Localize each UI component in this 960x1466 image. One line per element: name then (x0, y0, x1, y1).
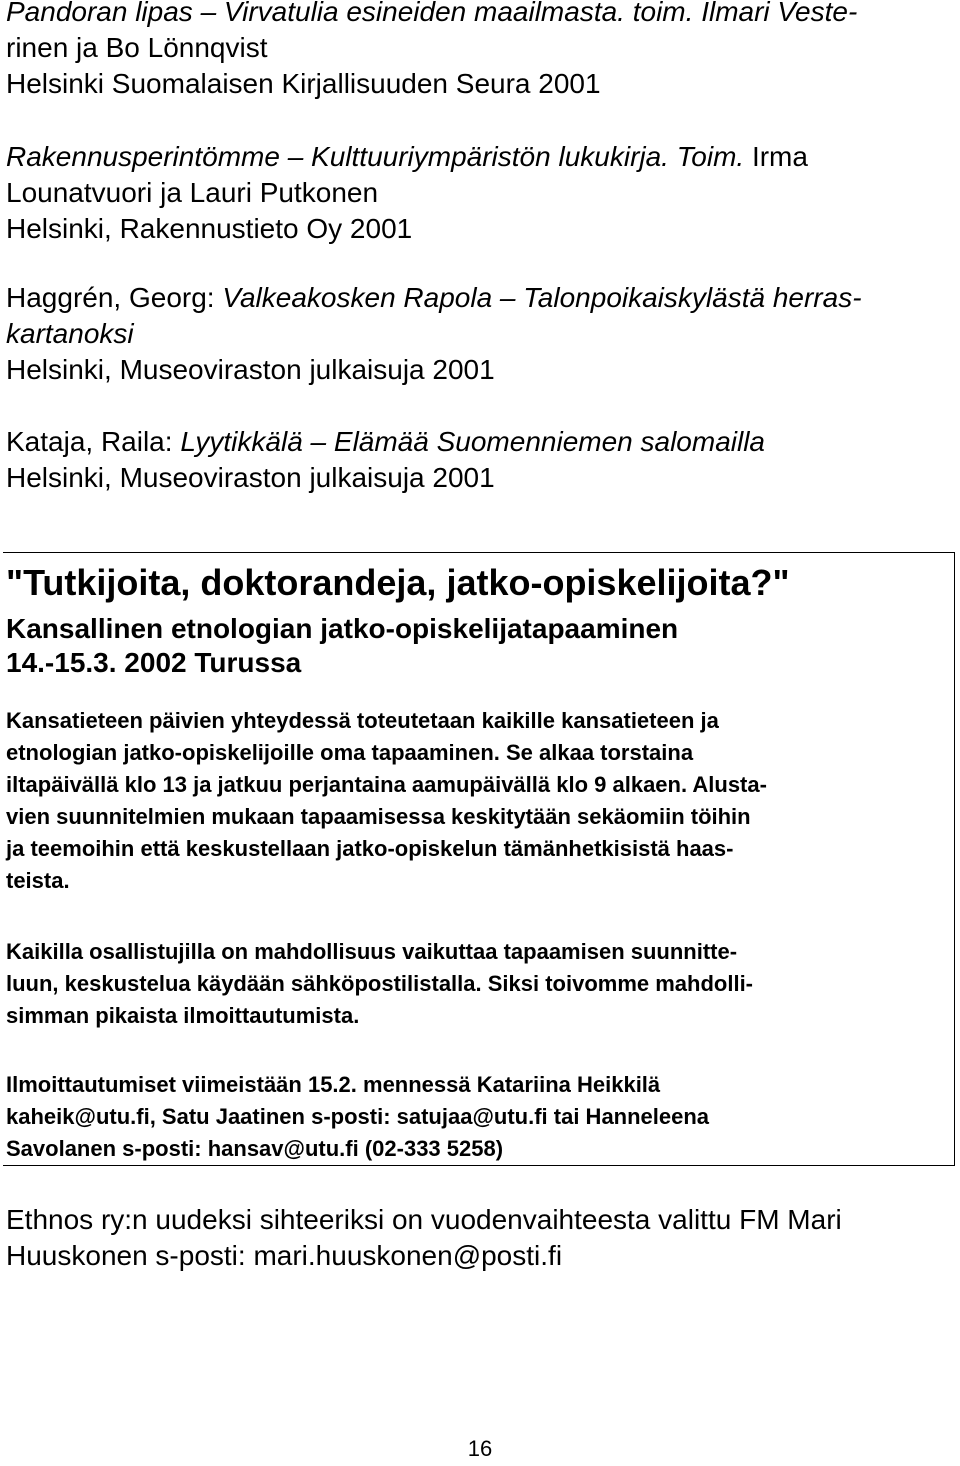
entry-line (6, 175, 956, 211)
entry-line (6, 280, 956, 316)
paragraph-line: etnologian jatko-opiskelijoille oma tapaaminen. Se alkaa torstaina (6, 740, 694, 765)
publisher: Helsinki Suomalaisen Kirjallisuuden Seura 2001 (6, 68, 601, 99)
bibliography-entry (6, 424, 956, 496)
subheading-line: 14.-15.3. 2002 Turussa (6, 647, 302, 678)
paragraph-line: Kaikilla osallistujilla on mahdollisuus vaikuttaa tapaamisen suunnitte- (6, 939, 738, 964)
secretary-note (6, 1202, 842, 1274)
bibliography-entry (6, 0, 956, 102)
entry-line (6, 316, 956, 352)
registration-paragraph (6, 1069, 709, 1165)
editors: Irma (744, 141, 808, 172)
paragraph-line: iltapäivällä klo 13 ja jatkuu perjantaina aamupäivällä klo 9 alkaen. Alusta- (6, 772, 767, 797)
paragraph-line: Ilmoittautumiset viimeistään 15.2. mennessä Katariina Heikkilä (6, 1072, 661, 1097)
publisher: Helsinki, Museoviraston julkaisuja 2001 (6, 462, 495, 493)
book-title: Rakennusperintömme – Kulttuuriympäristön lukukirja. Toim. (6, 141, 745, 172)
paragraph-line: luun, keskustelua käydään sähköpostilistalla. Siksi toivomme mahdolli- (6, 971, 754, 996)
entry-line (6, 139, 956, 175)
announcement-paragraph (6, 705, 767, 897)
announcement-subheading (6, 612, 678, 680)
note-line: Huuskonen s-posti: mari.huuskonen@posti.fi (6, 1240, 563, 1271)
paragraph-line: ja teemoihin että keskustellaan jatko-opiskelun tämänhetkisistä haas- (6, 836, 734, 861)
bibliography-entry (6, 139, 956, 247)
announcement-paragraph (6, 936, 753, 1032)
author: Haggrén, Georg: (6, 282, 223, 313)
subheading-line: Kansallinen etnologian jatko-opiskelijatapaaminen (6, 613, 679, 644)
page-number: 16 (467, 1436, 493, 1461)
entry-line (6, 424, 956, 460)
paragraph-line: simman pikaista ilmoittautumista. (6, 1003, 360, 1028)
book-title: kartanoksi (6, 318, 134, 349)
book-title: Lyytikkälä – Elämää Suomenniemen salomailla (180, 426, 766, 457)
note-line: Ethnos ry:n uudeksi sihteeriksi on vuodenvaihteesta valittu FM Mari (6, 1204, 842, 1235)
paragraph-line: Kansatieteen päivien yhteydessä toteutetaan kaikille kansatieteen ja (6, 708, 719, 733)
paragraph-line: Savolanen s-posti: hansav@utu.fi (02-333 5258) (6, 1136, 504, 1161)
paragraph-line: teista. (6, 868, 70, 893)
entry-line (6, 66, 956, 102)
author: Kataja, Raila: (6, 426, 181, 457)
paragraph-line: kaheik@utu.fi, Satu Jaatinen s-posti: satujaa@utu.fi tai Hanneleena (6, 1104, 710, 1129)
announcement-box (3, 552, 955, 1166)
publisher: Helsinki, Rakennustieto Oy 2001 (6, 213, 413, 244)
announcement-heading: "Tutkijoita, doktorandeja, jatko-opiskelijoita?" (6, 562, 790, 603)
book-title: Valkeakosken Rapola – Talonpoikaiskylästä herras- (222, 282, 862, 313)
entry-line (6, 30, 956, 66)
publisher: Helsinki, Museoviraston julkaisuja 2001 (6, 354, 495, 385)
editors: rinen ja Bo Lönnqvist (6, 32, 268, 63)
entry-line (6, 352, 956, 388)
book-title: Pandoran lipas – Virvatulia esineiden maailmasta. toim. Ilmari Veste- (6, 0, 858, 27)
editors: Lounatvuori ja Lauri Putkonen (6, 177, 379, 208)
entry-line (6, 460, 956, 496)
entry-line (6, 0, 956, 30)
entry-line (6, 211, 956, 247)
paragraph-line: vien suunnitelmien mukaan tapaamisessa keskitytään sekäomiin töihin (6, 804, 751, 829)
bibliography-entry (6, 280, 956, 388)
